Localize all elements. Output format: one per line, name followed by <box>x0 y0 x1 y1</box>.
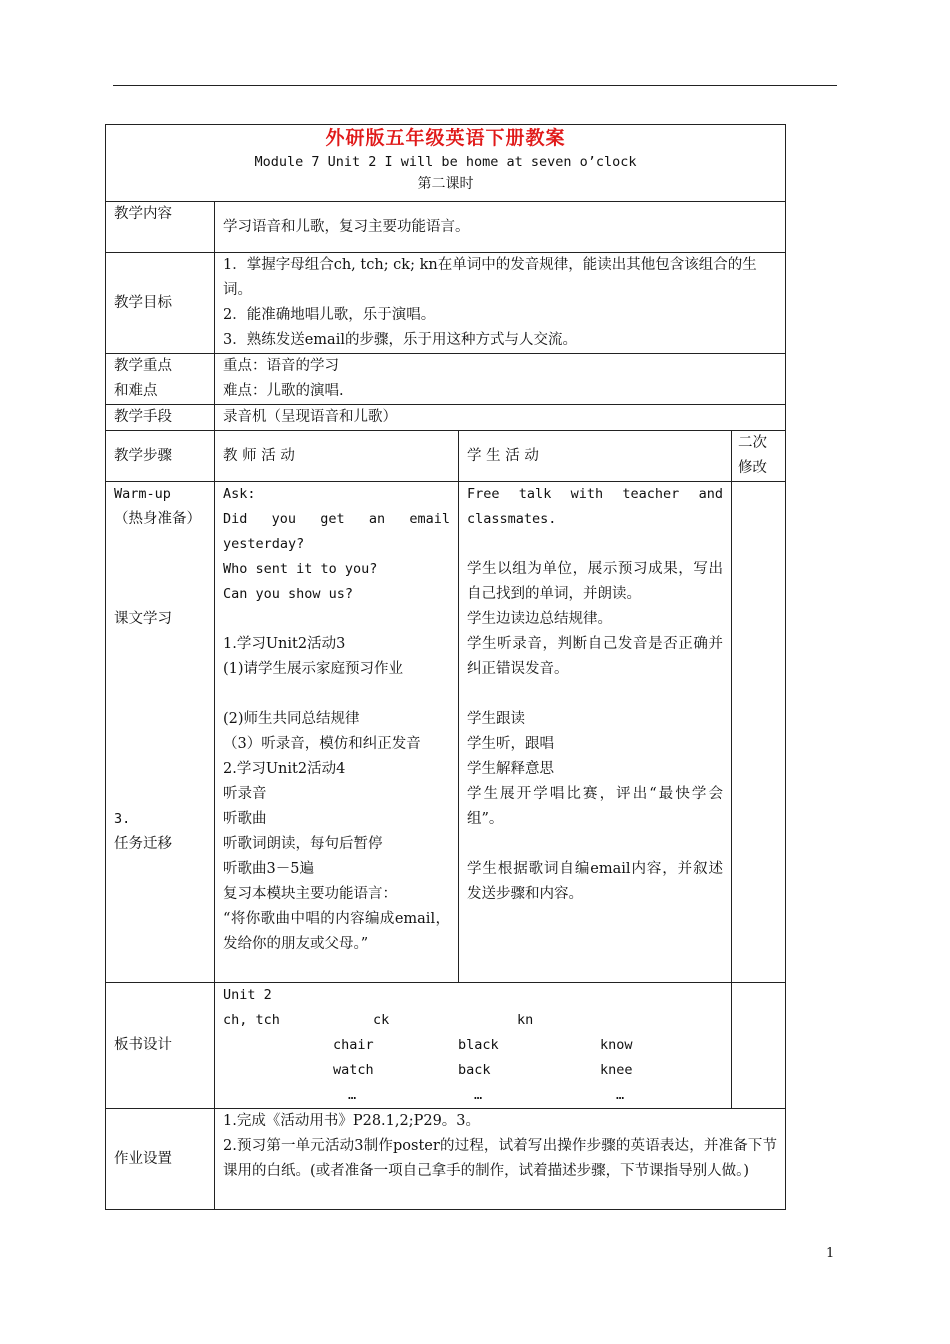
phase-text-study: 课文学习 <box>114 611 172 627</box>
teacher-line: 听歌曲3－5遍 <box>223 861 314 877</box>
homework-label: 作业设置 <box>106 1109 215 1210</box>
homework-row <box>106 1109 786 1210</box>
goal-item: 3．熟练发送email的步骤，乐于用这种方式与人交流。 <box>223 332 577 348</box>
key-points-row <box>106 354 786 405</box>
means-row <box>106 405 786 431</box>
key-points-text <box>215 354 786 405</box>
student-line: 学生听，跟唱 <box>467 736 554 752</box>
goal-item: 2．能准确地唱儿歌，乐于演唱。 <box>223 307 436 323</box>
phase-number: 3. <box>114 811 131 827</box>
content-label: 教学内容 <box>106 202 215 253</box>
key-points-label: 教学重点 和难点 <box>106 354 215 405</box>
teacher-line: Can you show us? <box>223 586 354 602</box>
teacher-line: (2)师生共同总结规律 <box>223 711 360 727</box>
revision-cell <box>732 482 786 983</box>
teacher-line: “将你歌曲中唱的内容编成email，发给你的朋友或父母。” <box>223 911 450 952</box>
board-header: ck <box>373 1012 390 1028</box>
student-line: 学生根据歌词自编email内容，并叙述发送步骤和内容。 <box>467 861 723 902</box>
student-line: 学生听录音，判断自己发音是否正确并纠正错误发音。 <box>467 636 723 677</box>
steps-row <box>106 482 786 983</box>
steps-label: 教学步骤 <box>106 431 215 482</box>
difficulty-text: 难点：儿歌的演唱. <box>223 383 344 399</box>
student-line: 学生以组为单位，展示预习成果，写出自己找到的单词，并朗读。 <box>467 561 723 602</box>
board-unit: Unit 2 <box>223 987 272 1003</box>
board-revision-cell <box>732 983 786 1109</box>
teacher-line: （3）听录音，模仿和纠正发音 <box>223 736 421 752</box>
board-label: 板书设计 <box>106 983 215 1109</box>
focus-text: 重点：语音的学习 <box>223 358 339 374</box>
teacher-activities <box>215 482 459 983</box>
teacher-line: 2.学习Unit2活动4 <box>223 761 346 777</box>
page-number: 1 <box>826 1246 835 1261</box>
step-phases <box>106 482 215 983</box>
board-header: kn <box>517 1012 534 1028</box>
student-line: 学生展开学唱比赛，评出“最快学会组”。 <box>467 786 723 827</box>
teacher-line: 听歌词朗读，每句后暂停 <box>223 836 383 852</box>
board-word: watch <box>333 1062 374 1078</box>
phase-warm-up: Warm-up <box>114 486 171 502</box>
teacher-line: Who sent it to you? <box>223 561 378 577</box>
board-word: know <box>600 1037 633 1053</box>
student-activity-header: 学 生 活 动 <box>459 431 732 482</box>
student-line: 学生解释意思 <box>467 761 554 777</box>
student-line: Free talk with teacher and <box>467 486 723 502</box>
board-word: black <box>458 1037 499 1053</box>
goals-label: 教学目标 <box>106 253 215 354</box>
goals-row <box>106 253 786 354</box>
board-word: back <box>458 1062 491 1078</box>
content-text: 学习语音和儿歌，复习主要功能语言。 <box>215 202 786 253</box>
header-rule <box>113 85 837 86</box>
teacher-line: 1.学习Unit2活动3 <box>223 636 346 652</box>
phase-warm-up-cn: （热身准备） <box>114 511 201 527</box>
means-text: 录音机（呈现语音和儿歌） <box>215 405 786 431</box>
phase-task-transfer: 任务迁移 <box>114 836 172 852</box>
board-ellipsis: … <box>474 1087 483 1103</box>
board-header: ch, tch <box>223 1012 280 1028</box>
teacher-line: Ask: <box>223 486 256 502</box>
board-design <box>215 983 732 1109</box>
goals-list <box>215 253 786 354</box>
teacher-line: 复习本模块主要功能语言： <box>223 886 397 902</box>
homework-text <box>215 1109 786 1210</box>
teacher-line: 听歌曲 <box>223 811 267 827</box>
board-row <box>106 983 786 1109</box>
lesson-number: 第二课时 <box>417 176 474 192</box>
teacher-activity-header: 教 师 活 动 <box>215 431 459 482</box>
title-row <box>106 125 786 202</box>
steps-header-row <box>106 431 786 482</box>
module-subtitle: Module 7 Unit 2 I will be home at seven o’clock <box>254 154 637 170</box>
lesson-plan-table <box>105 124 786 1210</box>
means-label: 教学手段 <box>106 405 215 431</box>
teacher-line: (1)请学生展示家庭预习作业 <box>223 661 404 677</box>
homework-item: 2.预习第一单元活动3制作poster的过程，试着写出操作步骤的英语表达，并准备下节课用的白纸。(或者准备一项自己拿手的制作，试着描述步骤，下节课指导别人做。) <box>223 1138 778 1179</box>
board-word: knee <box>600 1062 633 1078</box>
goal-item: 1．掌握字母组合ch, tch; ck; kn在单词中的发音规律，能读出其他包含该组合的生词。 <box>223 257 757 298</box>
revision-header: 二次修改 <box>732 431 786 482</box>
student-line: classmates. <box>467 511 557 527</box>
student-line: 学生边读边总结规律。 <box>467 611 612 627</box>
teacher-line: 听录音 <box>223 786 267 802</box>
student-activities <box>459 482 732 983</box>
board-ellipsis: … <box>616 1087 625 1103</box>
student-line: 学生跟读 <box>467 711 525 727</box>
teacher-line: yesterday? <box>223 536 305 552</box>
board-ellipsis: … <box>348 1087 357 1103</box>
teacher-line: Did you get an email <box>223 511 450 527</box>
board-word: chair <box>333 1037 374 1053</box>
content-row <box>106 202 786 253</box>
homework-item: 1.完成《活动用书》P28.1,2;P29。3。 <box>223 1113 481 1129</box>
document-title: 外研版五年级英语下册教案 <box>325 127 566 149</box>
